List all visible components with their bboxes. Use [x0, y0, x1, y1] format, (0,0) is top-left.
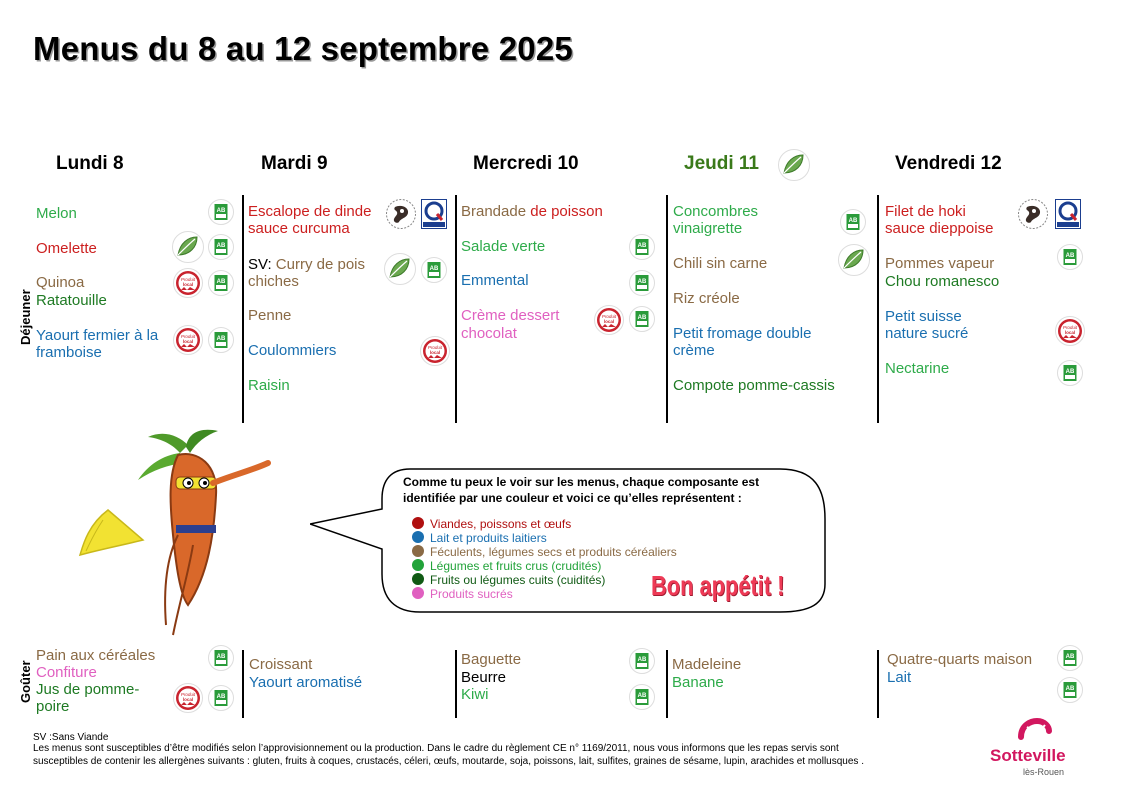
legend-dot — [412, 559, 424, 571]
organic-icon — [208, 327, 234, 353]
menu-item: sauce curcuma — [248, 220, 350, 237]
legend-item: Légumes et fruits crus (crudités) — [412, 559, 677, 573]
column-divider — [666, 650, 668, 718]
day-header-tuesday: Mardi 9 — [261, 153, 328, 174]
menu-item: Riz créole — [673, 290, 740, 307]
menu-item: Crème dessert — [461, 307, 560, 324]
menu-item: Escalope de dinde — [248, 203, 372, 220]
menu-item: Chou romanesco — [885, 273, 1000, 290]
quality-label-icon — [421, 199, 447, 229]
menu-item: Filet de hoki — [885, 203, 966, 220]
organic-icon — [840, 209, 866, 235]
menu-item: Omelette — [36, 240, 97, 257]
organic-icon — [629, 234, 655, 260]
organic-icon — [629, 648, 655, 674]
menu-item: Quinoa — [36, 274, 85, 291]
menu-item: chiches — [248, 273, 299, 290]
organic-icon — [208, 685, 234, 711]
logo-subtitle: lès-Rouen — [1023, 767, 1065, 777]
snack-item: poire — [36, 698, 70, 715]
color-legend — [412, 517, 677, 601]
organic-icon — [208, 234, 234, 260]
legend-dot — [412, 545, 424, 557]
organic-icon — [629, 684, 655, 710]
meat-origin-icon — [386, 199, 416, 229]
menu-item: Petit fromage double — [673, 325, 812, 342]
snack-item: Yaourt aromatisé — [249, 674, 363, 691]
menu-item: Coulommiers — [248, 342, 337, 359]
local-product-icon — [594, 305, 624, 335]
section-label-lunch: Déjeuner — [18, 289, 33, 345]
legend-item: Fruits ou légumes cuits (cuidités) — [412, 573, 677, 587]
snack-item: Lait — [887, 669, 912, 686]
menu-item: Ratatouille — [36, 292, 107, 309]
legend-dot — [412, 573, 424, 585]
column-divider — [455, 650, 457, 718]
menu-item: Penne — [248, 307, 292, 324]
snack-item: Madeleine — [672, 656, 742, 673]
menu-item: SV: Curry de pois — [248, 256, 365, 273]
organic-icon — [208, 270, 234, 296]
local-product-icon — [1055, 316, 1085, 346]
organic-icon — [421, 257, 447, 283]
column-divider — [242, 195, 244, 423]
snack-item: Baguette — [461, 651, 522, 668]
legend-dot — [412, 531, 424, 543]
menu-item: Raisin — [248, 377, 290, 394]
page-title: Menus du 8 au 12 septembre 2025 — [33, 30, 573, 67]
organic-icon — [1057, 645, 1083, 671]
menu-item: chocolat — [461, 325, 517, 342]
logo-name: Sotteville — [990, 746, 1066, 765]
menu-item: Nectarine — [885, 360, 950, 377]
footnote-allergens: Les menus sont susceptibles d’être modifiés selon l’approvisionnement ou la production. Dans le cadre du règlement CE n° 1169/2011, nous vous informons que les repas servis sont susceptibles de contenir les allergènes suivants : gluten, fruits à coques, crustacés, céleri, œufs, moutarde, soja, poissons, lait, sulfites, graines de sésame, lupin, arachides et mollusques . — [33, 743, 864, 767]
leaf-icon — [838, 244, 870, 276]
organic-icon — [1057, 360, 1083, 386]
menu-item: Yaourt fermier à la — [36, 327, 159, 344]
legend-item: Produits sucrés — [412, 587, 677, 601]
leaf-icon — [172, 231, 204, 263]
legend-item: Féculents, légumes secs et produits céréaliers — [412, 545, 677, 559]
footnote-sv: SV :Sans Viande — [33, 732, 109, 743]
legend-dot — [412, 587, 424, 599]
menu-item: sauce dieppoise — [885, 220, 994, 237]
snack-item: Quatre-quarts maison — [887, 651, 1033, 668]
menu-item: Melon — [36, 205, 77, 222]
menu-item: Petit suisse — [885, 308, 962, 325]
organic-icon — [1057, 677, 1083, 703]
carrot-hero-illustration — [68, 425, 283, 645]
organic-icon — [208, 199, 234, 225]
menu-item: nature sucré — [885, 325, 969, 342]
legend-dot — [412, 517, 424, 529]
column-divider — [666, 195, 668, 423]
snack-item: Kiwi — [461, 686, 489, 703]
menu-item: Pommes vapeur — [885, 255, 995, 272]
quality-label-icon — [1055, 199, 1081, 229]
meat-origin-icon — [1018, 199, 1048, 229]
menu-item: Emmental — [461, 272, 529, 289]
menu-item: crème — [673, 342, 715, 359]
legend-item: Viandes, poissons et œufs — [412, 517, 677, 531]
section-label-snack: Goûter — [18, 660, 33, 703]
menu-item: Concombres — [673, 203, 759, 220]
day-header-friday: Vendredi 12 — [895, 153, 1002, 174]
leaf-icon — [778, 149, 810, 181]
column-divider — [455, 195, 457, 423]
local-product-icon — [173, 683, 203, 713]
snack-item: Pain aux céréales — [36, 647, 156, 664]
bubble-intro: Comme tu peux le voir sur les menus, chaque composante est identifiée par une couleur et voici ce qu’elles représentent : — [403, 475, 760, 505]
local-product-icon — [420, 336, 450, 366]
menu-item: framboise — [36, 344, 102, 361]
column-divider — [877, 650, 879, 718]
column-divider — [242, 650, 244, 718]
menu-item: Compote pomme-cassis — [673, 377, 835, 394]
menu-item: vinaigrette — [673, 220, 743, 237]
organic-icon — [629, 270, 655, 296]
column-divider — [877, 195, 879, 423]
snack-item: Jus de pomme- — [36, 681, 140, 698]
menu-item: Salade verte — [461, 238, 546, 255]
day-header-monday: Lundi 8 — [56, 153, 124, 174]
legend-item: Lait et produits laitiers — [412, 531, 677, 545]
organic-icon — [1057, 244, 1083, 270]
leaf-icon — [384, 253, 416, 285]
organic-icon — [208, 645, 234, 671]
snack-item: Croissant — [249, 656, 313, 673]
menu-item: Chili sin carne — [673, 255, 768, 272]
organic-icon — [629, 306, 655, 332]
day-header-wednesday: Mercredi 10 — [473, 153, 579, 174]
snack-item: Banane — [672, 674, 724, 691]
snack-item: Confiture — [36, 664, 97, 681]
sotteville-logo-mark — [1015, 717, 1055, 743]
bon-appetit-text: Bon appétit ! — [651, 570, 785, 601]
day-header-thursday: Jeudi 11 — [684, 153, 759, 174]
menu-item: Brandade de poisson — [461, 203, 603, 220]
local-product-icon — [173, 268, 203, 298]
snack-item: Beurre — [461, 669, 507, 686]
local-product-icon — [173, 325, 203, 355]
